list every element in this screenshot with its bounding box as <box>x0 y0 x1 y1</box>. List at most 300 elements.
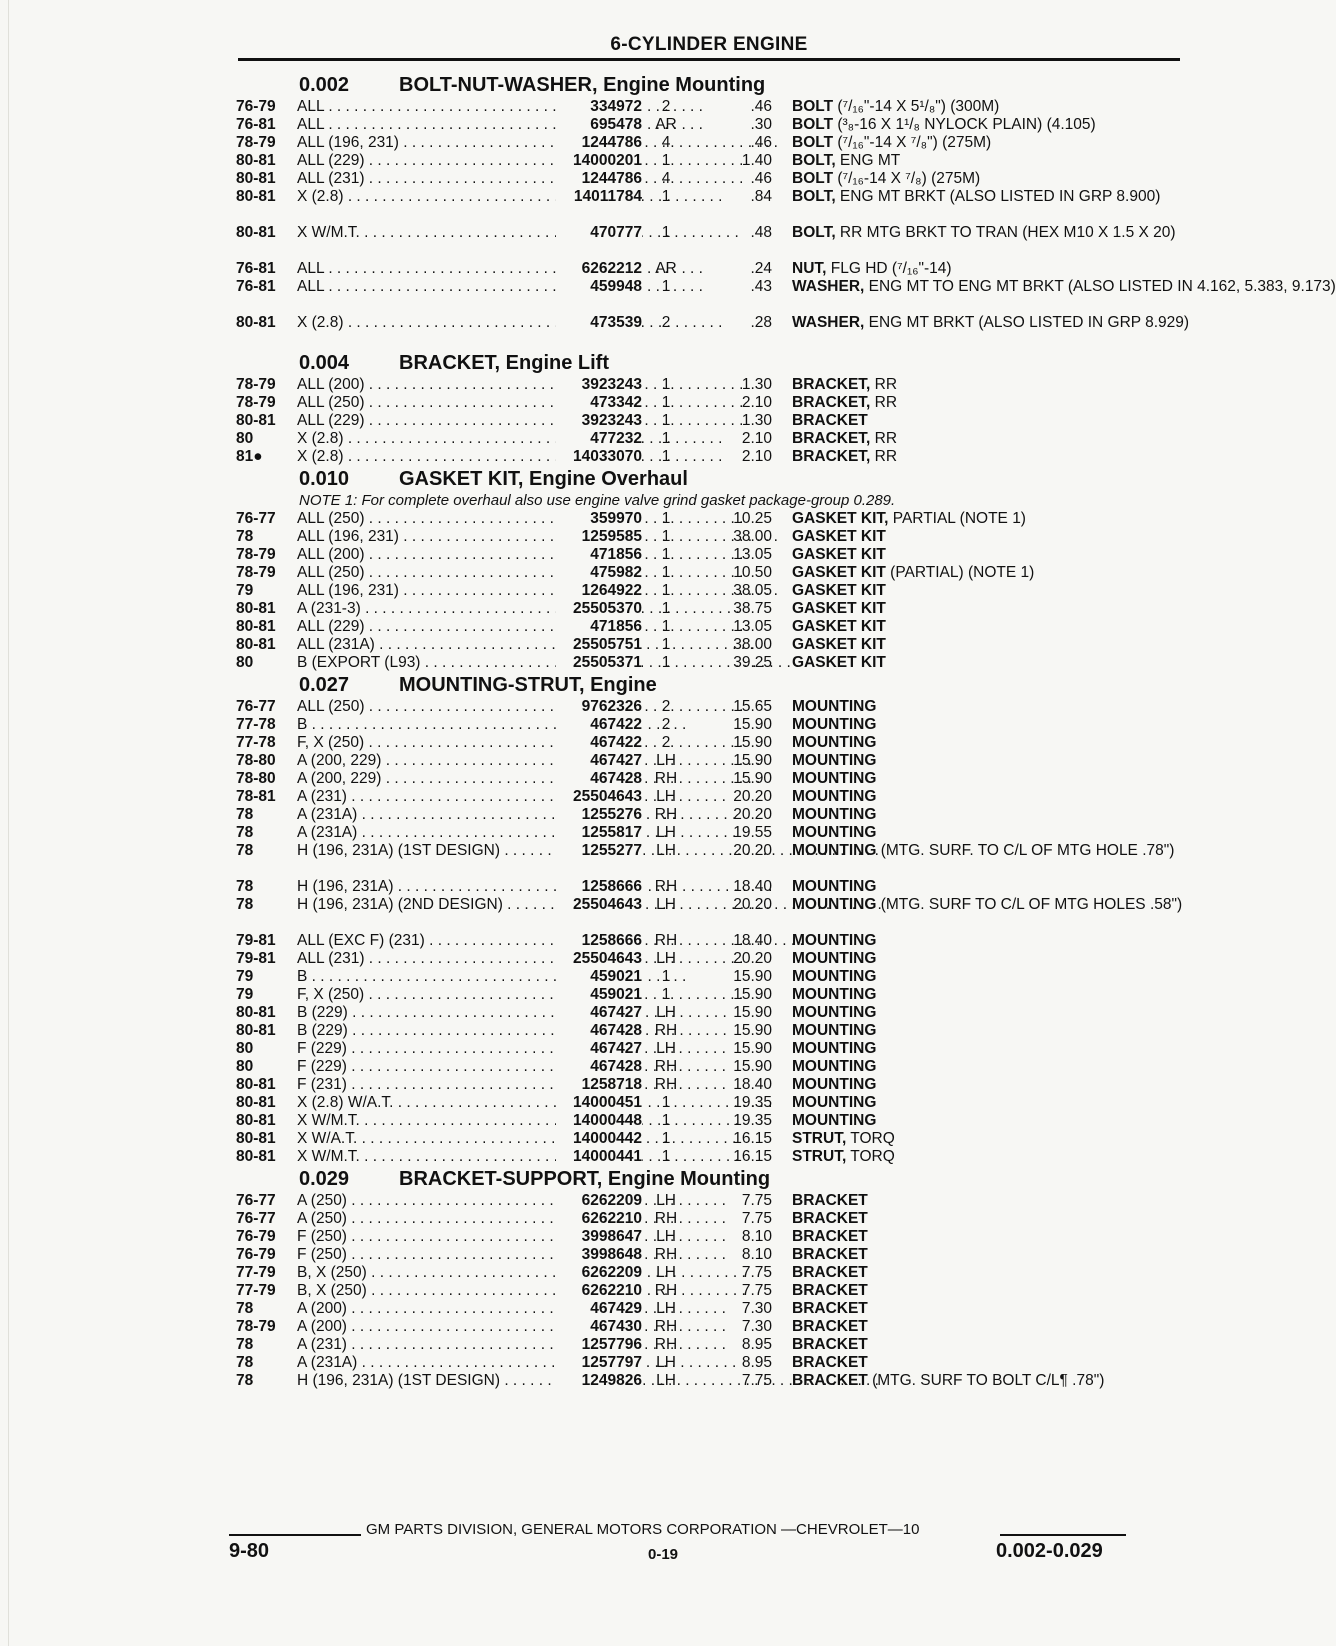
price: 15.90 <box>733 716 772 733</box>
footer-group-range: 0.002-0.029 <box>996 1540 1103 1562</box>
price: 1.40 <box>741 152 772 169</box>
description-keyword: GASKET KIT <box>792 654 886 671</box>
application: X W/M.T. . . . <box>297 224 563 242</box>
description-detail: (MTG. SURF TO C/L OF MTG HOLES .58") <box>876 896 1183 913</box>
description-text <box>792 1354 1184 1372</box>
description-keyword: STRUT, <box>792 1130 847 1147</box>
description-detail: FLG HD (⁷/₁₆"-14) <box>826 260 952 277</box>
description-text <box>792 842 1184 860</box>
part-number: 3923243 <box>556 412 642 430</box>
description-keyword: BOLT <box>792 170 834 187</box>
model-years: 80-81 <box>236 152 276 169</box>
application: H (196, 231A) (1ST DESIGN) . . . <box>297 842 563 860</box>
application: B . . . <box>297 968 563 986</box>
part-number: 25504643 <box>556 950 642 968</box>
description-keyword: BRACKET <box>792 412 868 429</box>
part-number: 467428 <box>556 1022 642 1040</box>
description-keyword: GASKET KIT <box>792 636 886 653</box>
application: A (250) . . . <box>297 1192 563 1210</box>
description <box>792 376 1184 394</box>
description-text <box>792 224 1184 242</box>
quantity: 1 <box>661 600 671 617</box>
quantity: 1 <box>661 618 671 635</box>
description-keyword: BOLT, <box>792 188 836 205</box>
price: 1.30 <box>741 376 772 393</box>
description-keyword: MOUNTING <box>792 932 877 949</box>
description <box>792 1318 1184 1336</box>
part-number: 6262209 <box>556 1192 642 1210</box>
description <box>792 1004 1184 1022</box>
model-years: 79-81 <box>236 950 276 967</box>
part-number: 470777 <box>556 224 642 242</box>
description-text <box>792 1192 1184 1210</box>
description-text <box>792 1112 1184 1130</box>
description <box>792 896 1184 914</box>
description <box>792 116 1184 134</box>
application: ALL (229) . . . <box>297 152 563 170</box>
footer-rule-right <box>1000 1534 1126 1536</box>
description-keyword: BRACKET <box>792 1372 868 1389</box>
description-detail: PARTIAL (NOTE 1) <box>888 510 1026 527</box>
parts-row <box>236 1058 1184 1076</box>
quantity: RH <box>654 1076 678 1093</box>
price: .46 <box>750 98 772 115</box>
quantity: RH <box>654 1210 678 1227</box>
description-keyword: BRACKET <box>792 1300 868 1317</box>
parts-row <box>236 1372 1184 1408</box>
quantity: RH <box>654 932 678 949</box>
application: F (229) . . . <box>297 1040 563 1058</box>
model-years: 76-77 <box>236 1210 276 1227</box>
price: 2.10 <box>741 448 772 465</box>
price: 20.20 <box>733 896 772 913</box>
part-number: 471856 <box>556 546 642 564</box>
scan-margin-line <box>8 0 9 1646</box>
model-years: 80-81 <box>236 188 276 205</box>
part-number: 25504643 <box>556 788 642 806</box>
description-text <box>792 134 1184 152</box>
description-text <box>792 314 1190 332</box>
part-number: 467428 <box>556 1058 642 1076</box>
footer-page-number: 0-19 <box>648 1546 679 1563</box>
title-rule <box>238 58 1180 61</box>
section-header <box>236 672 1184 698</box>
parts-row <box>236 1094 1184 1112</box>
section-header <box>236 350 1184 376</box>
description <box>792 716 1184 734</box>
application: A (200, 229) . . . <box>297 770 563 788</box>
parts-row <box>236 510 1184 528</box>
description-text <box>792 950 1184 968</box>
application: X (2.8) . . . <box>297 430 563 448</box>
parts-row <box>236 546 1184 564</box>
page-title: 6-CYLINDER ENGINE <box>610 34 808 55</box>
model-years: 77-79 <box>236 1282 276 1299</box>
price: 16.15 <box>733 1148 772 1165</box>
model-years: 78 <box>236 1372 254 1389</box>
parts-row <box>236 1210 1184 1228</box>
price: 8.95 <box>741 1354 772 1371</box>
model-years: 80 <box>236 1058 254 1075</box>
parts-row <box>236 1264 1184 1282</box>
description <box>792 932 1184 950</box>
quantity: LH <box>656 950 676 967</box>
model-years: 76-77 <box>236 510 276 527</box>
description-detail: ENG MT BRKT (ALSO LISTED IN GRP 8.900) <box>835 188 1161 205</box>
description-keyword: BRACKET <box>792 1264 868 1281</box>
part-number: 1259585 <box>556 528 642 546</box>
parts-section <box>236 1166 1184 1408</box>
description-keyword: GASKET KIT <box>792 546 886 563</box>
part-number: 467427 <box>556 1004 642 1022</box>
description <box>792 600 1184 618</box>
parts-row <box>236 788 1184 806</box>
quantity: 1 <box>661 510 671 527</box>
price: 38.05 <box>733 582 772 599</box>
parts-row <box>236 770 1184 788</box>
description-text <box>792 1336 1184 1354</box>
price: 15.90 <box>733 734 772 751</box>
description <box>792 1112 1184 1130</box>
description-keyword: BRACKET, <box>792 394 871 411</box>
application: ALL (229) . . . <box>297 412 563 430</box>
description-keyword: MOUNTING <box>792 1076 877 1093</box>
description <box>792 1300 1184 1318</box>
parts-row <box>236 618 1184 636</box>
description-text <box>792 896 1184 914</box>
parts-row <box>236 376 1184 394</box>
description-text <box>792 430 1184 448</box>
section-note: NOTE 1: For complete overhaul also use engine valve grind gasket package-group 0.289. <box>299 492 896 509</box>
parts-row <box>236 950 1184 968</box>
price: 7.75 <box>741 1372 772 1389</box>
parts-row <box>236 654 1184 672</box>
description <box>792 950 1184 968</box>
part-number: 14000441 <box>556 1148 642 1166</box>
part-number: 695478 <box>556 116 642 134</box>
description-detail: TORQ <box>846 1130 895 1147</box>
section-header <box>236 1166 1184 1192</box>
description-text <box>792 152 1184 170</box>
section-header <box>236 466 1184 492</box>
description <box>792 430 1184 448</box>
description <box>792 968 1184 986</box>
application: ALL (229) . . . <box>297 618 563 636</box>
price: 10.50 <box>733 564 772 581</box>
description-keyword: MOUNTING <box>792 698 877 715</box>
application: ALL (196, 231) . . . <box>297 528 563 546</box>
description <box>792 582 1184 600</box>
description-keyword: MOUNTING <box>792 1094 877 1111</box>
description-keyword: MOUNTING <box>792 842 877 859</box>
part-number: 467428 <box>556 770 642 788</box>
model-years: 78 <box>236 1300 254 1317</box>
parts-row <box>236 564 1184 582</box>
quantity: 1 <box>661 1130 671 1147</box>
model-years: 80-81 <box>236 618 276 635</box>
description <box>792 986 1184 1004</box>
description-text <box>792 1094 1184 1112</box>
price: 15.65 <box>733 698 772 715</box>
application: A (231-3) . . . <box>297 600 563 618</box>
description-keyword: NUT, <box>792 260 827 277</box>
application: X (2.8) W/A.T. . . . <box>297 1094 563 1112</box>
quantity: 1 <box>661 188 671 205</box>
description <box>792 1210 1184 1228</box>
parts-row <box>236 600 1184 618</box>
description-keyword: GASKET KIT <box>792 564 886 581</box>
description-detail: (⁷/₁₆-14 X ⁷/₈) (275M) <box>833 170 981 187</box>
parts-row <box>236 1300 1184 1318</box>
description-keyword: BOLT <box>792 98 834 115</box>
description <box>792 1354 1184 1372</box>
description <box>792 1264 1184 1282</box>
description <box>792 1246 1184 1264</box>
model-years: 78 <box>236 896 254 913</box>
description-keyword: WASHER, <box>792 314 865 331</box>
description <box>792 770 1184 788</box>
model-years: 80-81 <box>236 1094 276 1111</box>
parts-row <box>236 1192 1184 1210</box>
description-keyword: MOUNTING <box>792 1004 877 1021</box>
quantity: 4 <box>661 170 671 187</box>
model-years: 76-77 <box>236 698 276 715</box>
model-years: 76-81 <box>236 278 276 295</box>
description-keyword: MOUNTING <box>792 824 877 841</box>
description-text <box>792 582 1184 600</box>
part-number: 14000448 <box>556 1112 642 1130</box>
quantity: AR <box>655 260 677 277</box>
quantity: 1 <box>661 564 671 581</box>
description-text <box>792 412 1184 430</box>
quantity: 1 <box>661 1094 671 1111</box>
parts-row <box>236 1336 1184 1354</box>
description <box>792 260 1184 278</box>
parts-row <box>236 1040 1184 1058</box>
price: .24 <box>750 260 772 277</box>
part-number: 477232 <box>556 430 642 448</box>
application: X W/A.T. . . . <box>297 1130 563 1148</box>
parts-section <box>236 350 1184 466</box>
description <box>792 546 1184 564</box>
quantity: 1 <box>661 224 671 241</box>
price: 7.30 <box>741 1318 772 1335</box>
price: 39.25 <box>733 654 772 671</box>
application: B (229) . . . <box>297 1004 563 1022</box>
parts-row <box>236 824 1184 842</box>
description-keyword: MOUNTING <box>792 986 877 1003</box>
price: 20.20 <box>733 788 772 805</box>
application: F (250) . . . <box>297 1228 563 1246</box>
application: X (2.8) . . . <box>297 188 563 206</box>
description <box>792 134 1184 152</box>
description <box>792 824 1184 842</box>
price: 20.20 <box>733 950 772 967</box>
quantity: 1 <box>661 546 671 563</box>
parts-row <box>236 314 1190 350</box>
price: 15.90 <box>733 1022 772 1039</box>
application: B . . . <box>297 716 563 734</box>
price: 18.40 <box>733 932 772 949</box>
description-keyword: MOUNTING <box>792 734 877 751</box>
quantity: RH <box>654 1318 678 1335</box>
description-detail: (³₈-16 X 1¹/₈ NYLOCK PLAIN) (4.105) <box>833 116 1096 133</box>
description-keyword: MOUNTING <box>792 950 877 967</box>
description-text <box>792 716 1184 734</box>
description-detail: RR <box>870 376 898 393</box>
application: ALL (200) . . . <box>297 376 563 394</box>
price: .46 <box>750 134 772 151</box>
description <box>792 1058 1184 1076</box>
price: .46 <box>750 170 772 187</box>
application: H (196, 231A) (2ND DESIGN) . . . <box>297 896 563 914</box>
description-text <box>792 932 1184 950</box>
model-years: 79-81 <box>236 932 276 949</box>
part-number: 1257797 <box>556 1354 642 1372</box>
parts-row <box>236 896 1184 932</box>
description-keyword: MOUNTING <box>792 770 877 787</box>
price: 20.20 <box>733 806 772 823</box>
description-detail: (PARTIAL) (NOTE 1) <box>885 564 1035 581</box>
quantity: LH <box>656 1192 676 1209</box>
model-years: 80-81 <box>236 1022 276 1039</box>
description-detail: RR <box>870 448 898 465</box>
quantity: RH <box>654 1058 678 1075</box>
quantity: 1 <box>661 394 671 411</box>
description-detail: ENG MT <box>835 152 901 169</box>
model-years: 80 <box>236 1040 254 1057</box>
description-keyword: MOUNTING <box>792 1112 877 1129</box>
model-years: 80-81 <box>236 412 276 429</box>
description-text <box>792 1372 1184 1390</box>
quantity: RH <box>654 1022 678 1039</box>
application: B (229) . . . <box>297 1022 563 1040</box>
application: A (231A) . . . <box>297 806 563 824</box>
part-number: 25505370 <box>556 600 642 618</box>
quantity: 1 <box>661 968 671 985</box>
part-number: 467427 <box>556 1040 642 1058</box>
description <box>792 654 1184 672</box>
part-number: 6262210 <box>556 1210 642 1228</box>
description-text <box>792 1076 1184 1094</box>
parts-row <box>236 806 1184 824</box>
description-text <box>792 1300 1184 1318</box>
price: 19.35 <box>733 1094 772 1111</box>
parts-row <box>236 260 1184 278</box>
parts-row <box>236 1228 1184 1246</box>
price: 7.75 <box>741 1264 772 1281</box>
part-number: 14033070 <box>556 448 642 466</box>
description <box>792 1282 1184 1300</box>
price: 38.00 <box>733 636 772 653</box>
model-years: 80-81 <box>236 170 276 187</box>
description <box>792 1336 1184 1354</box>
model-years: 80-81 <box>236 1076 276 1093</box>
parts-row <box>236 412 1184 430</box>
model-years: 80-81 <box>236 1130 276 1147</box>
model-years: 76-81 <box>236 260 276 277</box>
description-text <box>792 1318 1184 1336</box>
description <box>792 510 1184 528</box>
parts-section <box>236 466 1184 672</box>
description-keyword: MOUNTING <box>792 1022 877 1039</box>
quantity: RH <box>654 806 678 823</box>
parts-row <box>236 752 1184 770</box>
part-number: 473539 <box>556 314 642 332</box>
price: 15.90 <box>733 1004 772 1021</box>
description-text <box>792 600 1184 618</box>
parts-row <box>236 1246 1184 1264</box>
application: X (2.8) . . . <box>297 314 563 332</box>
description <box>792 152 1184 170</box>
price: 2.10 <box>741 394 772 411</box>
application: F (250) . . . <box>297 1246 563 1264</box>
section-number: 0.010 <box>299 468 350 490</box>
price: 13.05 <box>733 618 772 635</box>
description <box>792 734 1184 752</box>
parts-row <box>236 734 1184 752</box>
section-title: GASKET KIT, Engine Overhaul <box>399 468 688 490</box>
model-years: 80 <box>236 654 254 671</box>
description-keyword: GASKET KIT <box>792 600 886 617</box>
parts-row <box>236 1130 1184 1148</box>
application: H (196, 231A) . . . <box>297 878 563 896</box>
part-number: 1264922 <box>556 582 642 600</box>
price: 8.10 <box>741 1228 772 1245</box>
quantity: LH <box>656 1228 676 1245</box>
description-detail: ENG MT BRKT (ALSO LISTED IN GRP 8.929) <box>864 314 1190 331</box>
part-number: 1244786 <box>556 134 642 152</box>
parts-row <box>236 1022 1184 1040</box>
section-number: 0.027 <box>299 674 350 696</box>
description <box>792 842 1184 860</box>
description-text <box>792 1130 1184 1148</box>
application: A (200, 229) . . . <box>297 752 563 770</box>
parts-row <box>236 1354 1184 1372</box>
price: .28 <box>750 314 772 331</box>
description-keyword: BRACKET <box>792 1246 868 1263</box>
application: A (231) . . . <box>297 1336 563 1354</box>
application: X (2.8) . . . <box>297 448 563 466</box>
description-text <box>792 752 1184 770</box>
description <box>792 314 1190 332</box>
quantity: 1 <box>661 376 671 393</box>
application: ALL . . . <box>297 98 563 116</box>
description <box>792 806 1184 824</box>
description-keyword: MOUNTING <box>792 716 877 733</box>
quantity: 2 <box>661 734 671 751</box>
part-number: 1244786 <box>556 170 642 188</box>
description-keyword: BOLT, <box>792 152 836 169</box>
part-number: 473342 <box>556 394 642 412</box>
section-number: 0.002 <box>299 74 350 96</box>
description <box>792 636 1184 654</box>
description-keyword: BRACKET <box>792 1192 868 1209</box>
model-years: 76-81 <box>236 116 276 133</box>
parts-row <box>236 448 1184 466</box>
model-years: 78-80 <box>236 752 276 769</box>
description <box>792 412 1184 430</box>
model-years: 80-81 <box>236 1112 276 1129</box>
parts-row <box>236 716 1184 734</box>
description-text <box>792 618 1184 636</box>
price: 18.40 <box>733 1076 772 1093</box>
quantity: AR <box>655 116 677 133</box>
application: ALL (250) . . . <box>297 564 563 582</box>
description-text <box>792 1264 1184 1282</box>
price: 15.90 <box>733 1058 772 1075</box>
description-text <box>792 788 1184 806</box>
